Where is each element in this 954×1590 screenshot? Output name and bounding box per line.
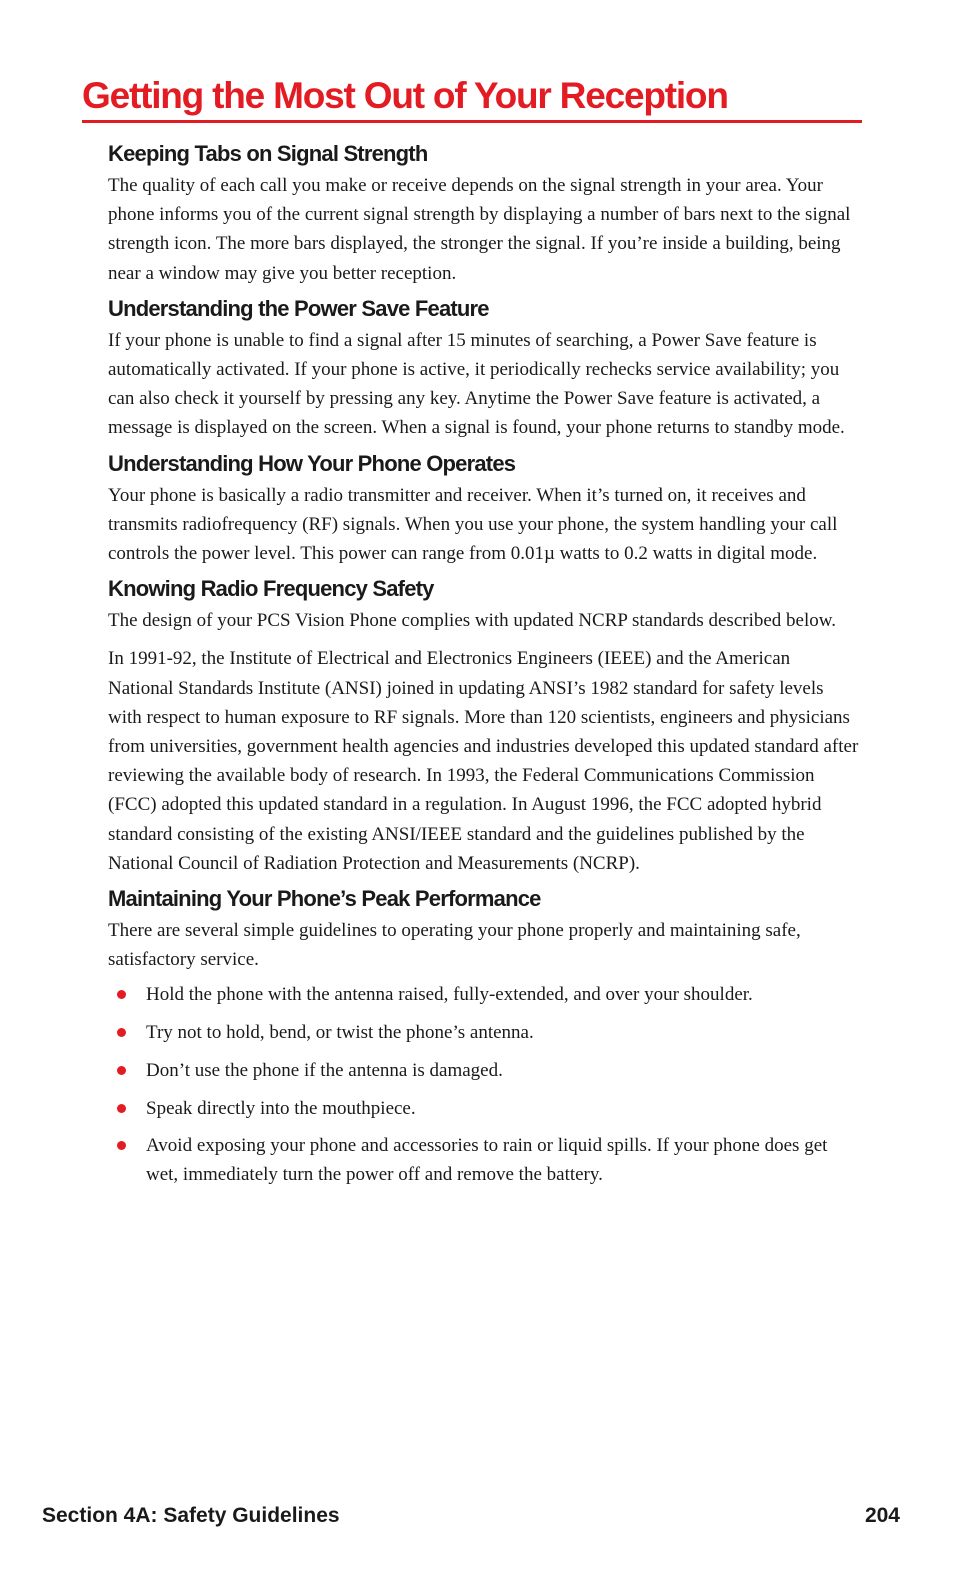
list-item-text: Speak directly into the mouthpiece.	[146, 1097, 416, 1119]
paragraph-rf-safety-intro: The design of your PCS Vision Phone complies with updated NCRP standards described below.	[108, 610, 837, 632]
list-item	[108, 1018, 860, 1047]
list-item-text: Try not to hold, bend, or twist the phone’s antenna.	[146, 1022, 534, 1044]
paragraph-peak-performance: There are several simple guidelines to operating your phone properly and maintaining safe, satisfactory service.	[108, 920, 801, 971]
paragraph-signal-strength: The quality of each call you make or receive depends on the signal strength in your area. Your phone informs you of the current signal strength by displaying a number of bars next to the signal strength icon. The more bars displayed, the stronger the signal. If you’re inside a building, being near a window may give you better reception.	[108, 175, 851, 284]
list-item	[108, 1094, 860, 1123]
footer-page-number: 204	[864, 1504, 900, 1527]
list-item-text: Hold the phone with the antenna raised, fully-extended, and over your shoulder.	[146, 984, 753, 1006]
main-content	[108, 137, 860, 1198]
footer-section-label: Section 4A: Safety Guidelines	[42, 1504, 340, 1527]
list-item-text: Avoid exposing your phone and accessories to rain or liquid spills. If your phone does get wet, immediately turn the power off and remove the battery.	[146, 1135, 828, 1186]
paragraph-rf-safety-history: In 1991-92, the Institute of Electrical and Electronics Engineers (IEEE) and the American National Standards Institute (ANSI) joined in updating ANSI’s 1982 standard for safety levels with respect to human exposure to RF signals. More than 120 scientists, engineers and physicians from universities, government health agencies and industries developed this updated standard after reviewing the available body of research. In 1993, the Federal Communications Commission (FCC) adopted this updated standard in a regulation. In August 1996, the FCC adopted hybrid standard consisting of the existing ANSI/IEEE standard and the guidelines published by the National Council of Radiation Protection and Measurements (NCRP).	[108, 648, 859, 874]
section-heading-signal-strength: Keeping Tabs on Signal Strength	[108, 141, 428, 166]
bullet-dot-icon	[117, 1104, 126, 1113]
paragraph-power-save: If your phone is unable to find a signal after 15 minutes of searching, a Power Save feature is automatically activated. If your phone is active, it periodically rechecks service availability; you can also check it yourself by pressing any key. Anytime the Power Save feature is activated, a message is displayed on the screen. When a signal is found, your phone returns to standby mode.	[108, 329, 845, 439]
guidelines-list	[108, 980, 860, 1189]
list-item-text: Don’t use the phone if the antenna is damaged.	[146, 1059, 503, 1081]
section-heading-rf-safety: Knowing Radio Frequency Safety	[108, 576, 434, 602]
section-heading-peak-performance: Maintaining Your Phone’s Peak Performance	[108, 886, 541, 912]
page-footer	[42, 1504, 900, 1534]
bullet-dot-icon	[117, 1028, 126, 1037]
list-item	[108, 980, 860, 1009]
list-item	[108, 1131, 860, 1189]
page-title: Getting the Most Out of Your Reception	[82, 75, 728, 116]
bullet-dot-icon	[117, 990, 126, 999]
bullet-dot-icon	[117, 1141, 126, 1150]
bullet-dot-icon	[117, 1066, 126, 1075]
list-item	[108, 1056, 860, 1085]
section-heading-power-save: Understanding the Power Save Feature	[108, 295, 489, 321]
title-underline-rule	[82, 120, 862, 123]
section-heading-phone-operates: Understanding How Your Phone Operates	[108, 450, 516, 476]
paragraph-phone-operates: Your phone is basically a radio transmitter and receiver. When it’s turned on, it receives and transmits radiofrequency (RF) signals. When you use your phone, the system handling your call controls the power level. This power can range from 0.01µ watts to 0.2 watts in digital mode.	[108, 484, 838, 565]
